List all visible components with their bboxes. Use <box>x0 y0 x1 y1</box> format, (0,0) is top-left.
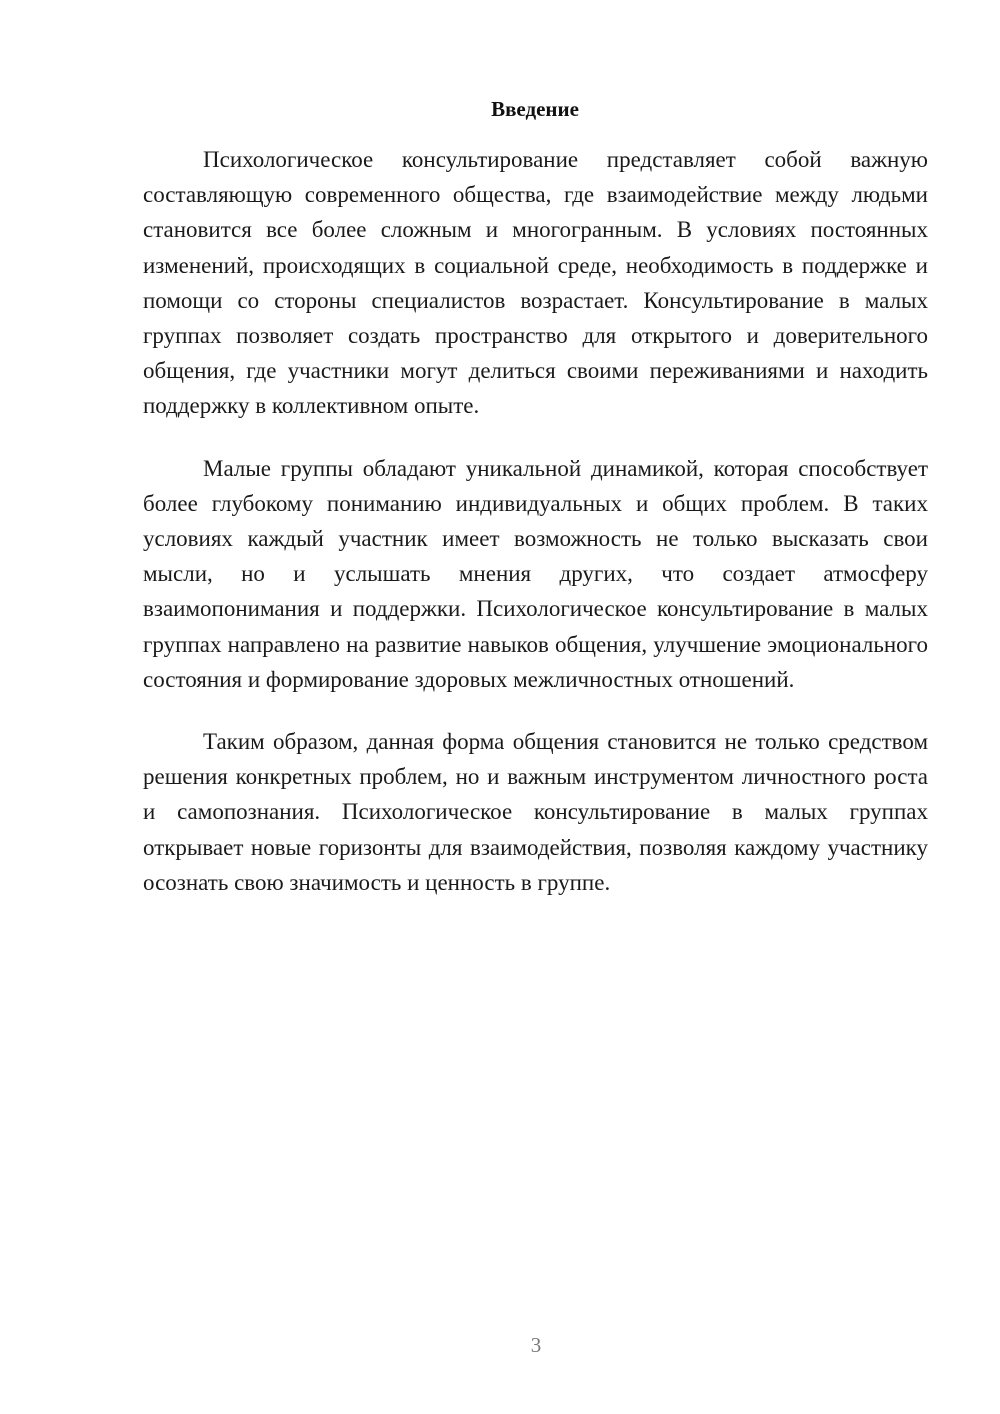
paragraph-2: Малые группы обладают уникальной динамикой, которая способствует более глубокому пониманию индивидуальных и общих проблем. В таких условиях каждый участник имеет возможность не только высказать свои мысли, но и услышать мнения других, что создает атмосферу взаимопонимания и поддержки. Психологическое консультирование в малых группах направлено на развитие навыков общения, улучшение эмоционального состояния и формирование здоровых межличностных отношений. <box>143 455 928 692</box>
paragraph-1: Психологическое консультирование представляет собой важную составляющую современного общества, где взаимодействие между людьми становится все более сложным и многогранным. В условиях постоянных изменений, происходящих в социальной среде, необходимость в поддержке и помощи со стороны специалистов возрастает. Консультирование в малых группах позволяет создать пространство для открытого и доверительного общения, где участники могут делиться своими переживаниями и находить поддержку в коллективном опыте. <box>143 147 928 419</box>
body-text <box>143 142 928 900</box>
page-number: 3 <box>530 1333 542 1357</box>
paragraph-3: Таким образом, данная форма общения становится не только средством решения конкретных проблем, но и важным инструментом личностного роста и самопознания. Психологическое консультирование в малых группах открывает новые горизонты для взаимодействия, позволяя каждому участнику осознать свою значимость и ценность в группе. <box>143 729 928 895</box>
section-title: Введение <box>491 97 579 121</box>
